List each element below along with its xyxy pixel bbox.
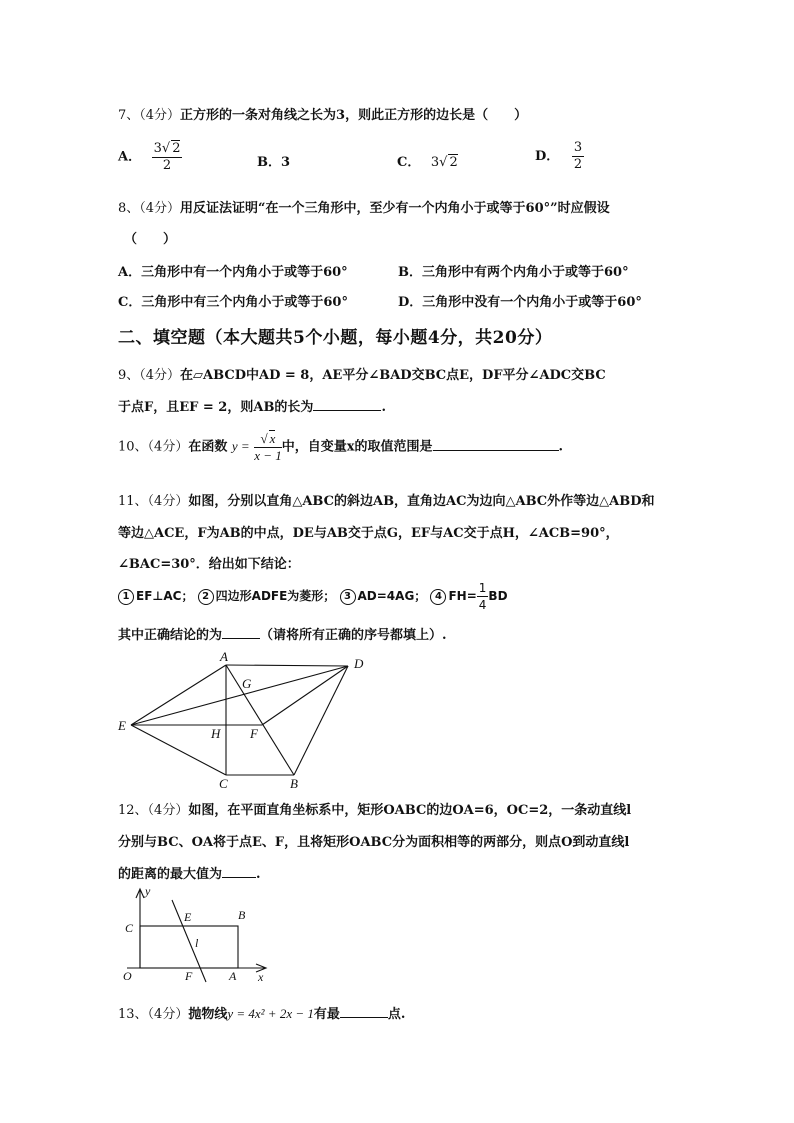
q12-line-1 (118, 799, 631, 818)
q11-conclusion-3-marker: 3 (340, 589, 356, 605)
q8-number: 8、（4分） (118, 201, 181, 216)
point-label-H: H (211, 726, 221, 741)
q8-option-c: C．三角形中有三个内角小于或等于60° (118, 295, 348, 310)
q11-line-1 (118, 490, 655, 509)
q11-conclusion-4-marker: 4 (430, 589, 446, 605)
q12-line-3 (118, 863, 261, 882)
q11-conclusions (118, 580, 508, 613)
q7-d-label: D． (535, 149, 560, 164)
q10-denominator: x − 1 (254, 448, 282, 463)
segment-DB (294, 666, 348, 775)
segment-EA (131, 665, 226, 725)
point-label-B: B (238, 908, 246, 922)
section-fill-in-heading: 二、填空题（本大题共5个小题，每小题4分，共20分） (118, 328, 553, 348)
q13-text-mid: 有最 (313, 1007, 340, 1022)
q11-text-5-post: （请将所有正确的序号都填上）. (260, 628, 447, 643)
q10-text-pre: 在函数 (188, 439, 228, 455)
q7-a-label: A． (118, 149, 142, 165)
q8-option-a: A．三角形中有一个内角小于或等于60° (118, 265, 348, 280)
q13-number: 13、（4分） (118, 1007, 189, 1022)
q7-d-denominator: 2 (573, 157, 583, 172)
q11-conclusion-2: 四边形ADFE为菱形； (215, 589, 336, 603)
point-label-E: E (118, 718, 126, 733)
axis-label-x: x (258, 970, 264, 984)
q7-a-numerator: 3 (153, 141, 162, 156)
q7-d-numerator: 3 (573, 140, 583, 155)
segment-ED (131, 666, 348, 725)
q10-text-post: 中，自变量x的取值范围是 (281, 439, 433, 455)
q13-equation: y = 4x² + 2x − 1 (227, 1006, 314, 1021)
q7-d-fraction (572, 140, 584, 173)
q10-line (118, 430, 563, 464)
q10-period: . (558, 439, 564, 455)
q10-numerator: x (269, 431, 276, 446)
q12-coordinate-figure (115, 884, 275, 984)
point-label-D: D (354, 656, 364, 671)
q7-option-c: C． 3√ 2 (397, 155, 458, 170)
q12-number: 12、（4分） (118, 803, 189, 818)
q11-conclusion-1: EF⊥AC； (136, 589, 194, 603)
q9-line-2 (118, 396, 386, 415)
point-label-O: O (123, 969, 132, 983)
q11-conclusion-4-fraction (477, 580, 489, 613)
q7-number: 7、（4分） (118, 108, 181, 123)
q9-answer-blank[interactable] (313, 397, 381, 411)
point-label-F: F (185, 969, 193, 983)
q11-number: 11、（4分） (118, 494, 189, 509)
segment-AB (226, 665, 294, 775)
q13-answer-blank[interactable] (340, 1004, 388, 1018)
q7-option-d (535, 140, 584, 173)
q13-line (118, 1003, 405, 1022)
point-label-C: C (219, 776, 228, 791)
q8-option-b: B．三角形中有两个内角小于或等于60° (398, 265, 629, 280)
q8-text: 用反证法证明“在一个三角形中，至少有一个内角小于或等于60°”时应假设 (180, 201, 610, 216)
q11-text-1: 如图，分别以直角△ABC的斜边AB，直角边AC为边向△ABC外作等边△ABD和 (188, 494, 655, 509)
q11-answer-blank[interactable] (222, 625, 260, 639)
q10-fraction: $\frac{√ x}{x - 1}$ (254, 431, 282, 463)
q12-answer-blank[interactable] (222, 864, 256, 878)
q7-a-radicand: 2 (172, 141, 181, 156)
q11-line-2: 等边△ACE，F为AB的中点，DE与AB交于点G，EF与AC交于点H，∠ACB=90°， (118, 526, 619, 541)
q7-a-fraction: $\frac{3√ 2}{2}$ (153, 141, 181, 173)
point-label-A: A (229, 969, 237, 983)
q13-text-post: 点. (387, 1007, 406, 1022)
q9-line-1 (118, 364, 606, 383)
q9-number: 9、（4分） (118, 368, 181, 383)
segment-AD (226, 665, 348, 666)
q11-conclusion-4: FH= (448, 589, 477, 603)
q8-answer-paren: （ ） (124, 232, 177, 247)
point-label-F: F (250, 726, 258, 741)
q7-option-b (257, 151, 290, 170)
q11-geometry-figure (110, 648, 370, 793)
point-label-E: E (184, 910, 192, 924)
q7-text: 正方形的一条对角线之长为3，则此正方形的边长是（ ） (180, 108, 528, 123)
q9-text-2: 于点F，且EF = 2，则AB的长为 (118, 400, 314, 415)
axis-label-y: y (145, 884, 151, 898)
point-label-C: C (125, 921, 134, 935)
q7-c-coefficient: 3 (430, 155, 440, 170)
q7-b-label: B． (257, 155, 281, 170)
q7-option-a (118, 140, 182, 174)
segment-DF (262, 666, 348, 725)
q12-line-2: 分别与BC、OA将于点E、F，且将矩形OABC分为面积相等的两部分，则点O到动直线l (118, 835, 630, 850)
q11-text-5-pre: 其中正确结论的为 (118, 628, 223, 643)
q7-stem (118, 104, 527, 123)
q11-c4-denominator: 4 (478, 598, 487, 612)
q13-text-pre: 抛物线 (188, 1007, 228, 1022)
line-label-l: l (195, 936, 199, 950)
q7-c-label: C． (397, 155, 421, 170)
q11-c4-numerator: 1 (478, 581, 487, 595)
q12-text-3-pre: 的距离的最大值为 (118, 867, 223, 882)
q7-b-value: 3 (281, 155, 291, 170)
q9-text-1: 在▱ABCD中AD = 8，AE平分∠BAD交BC点E，DF平分∠ADC交BC (180, 368, 606, 383)
q12-text-1: 如图，在平面直角坐标系中，矩形OABC的边OA=6，OC=2，一条动直线l (188, 803, 632, 818)
rectangle-OABC (140, 926, 238, 968)
q11-line-3: ∠BAC=30°．给出如下结论： (118, 557, 300, 572)
q10-y-equals: y = (231, 438, 250, 454)
q11-conclusion-4-tail: BD (488, 589, 508, 603)
q9-period: . (381, 400, 386, 415)
point-label-B: B (290, 776, 298, 791)
q7-a-denominator: 2 (162, 158, 172, 173)
q8-stem (118, 197, 610, 216)
q12-period: . (256, 867, 261, 882)
q7-c-radicand: 2 (449, 155, 458, 170)
q11-conclusion-1-marker: 1 (118, 589, 134, 605)
q10-answer-blank[interactable] (433, 437, 559, 451)
q10-number: 10、（4分） (118, 439, 189, 455)
point-label-G: G (242, 676, 252, 691)
q11-conclusion-2-marker: 2 (198, 589, 214, 605)
q8-option-d: D．三角形中没有一个内角小于或等于60° (398, 295, 642, 310)
q11-figure-lines (131, 665, 348, 775)
q11-line-5 (118, 624, 447, 643)
q11-conclusion-3: AD=4AG； (357, 589, 427, 603)
point-label-A: A (220, 649, 228, 664)
